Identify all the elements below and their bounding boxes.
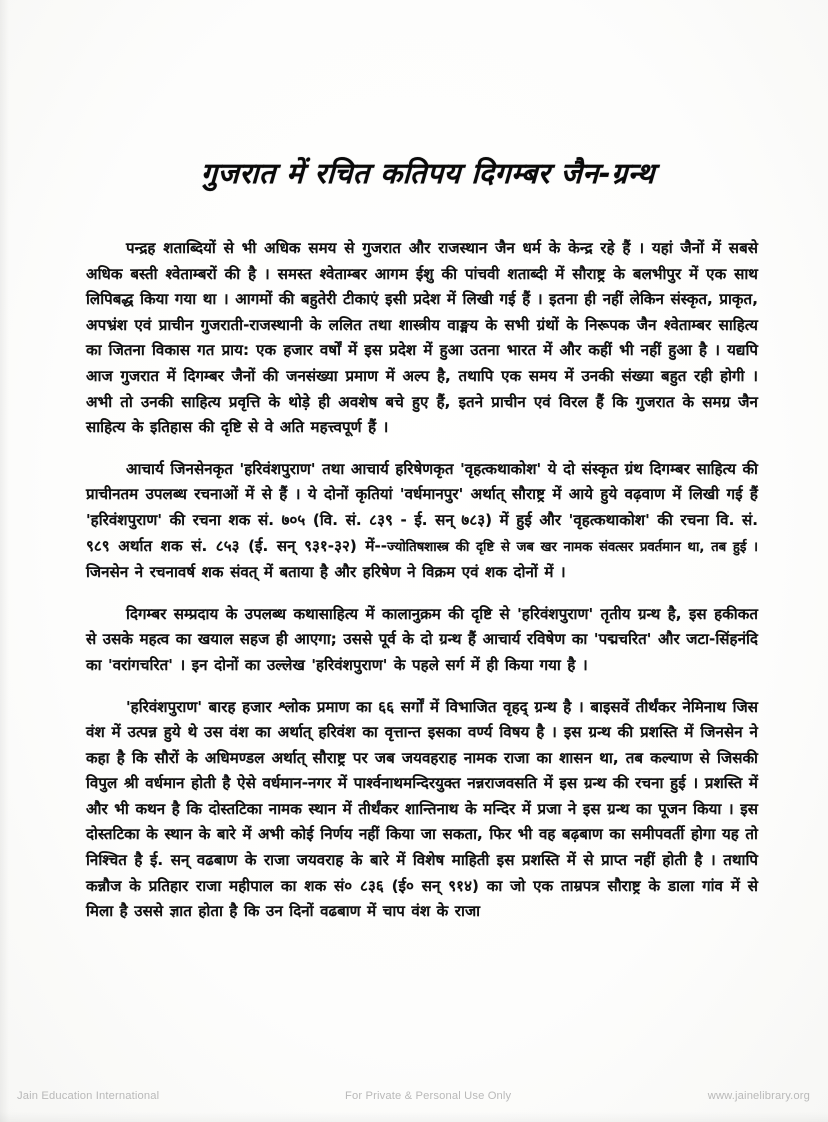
page-left-edge-shadow xyxy=(0,0,9,1122)
paragraph-2-text-before: आचार्य जिनसेनकृत 'हरिवंशपुराण' तथा आचार्य हरिषेणकृत 'वृहत्कथाकोश' ये दो संस्कृत ग्रंथ दिगम्बर साहित्य की प्राचीनतम उपलब्ध रचनाओं में से हैं । ये दोनों कृतियां 'वर्धमानपुर' अर्थात् सौराष्ट्र में आये हुये वढ़वाण में लिखी गई हैं 'हरिवंशपुराण' की रचना शक सं. ७०५ (वि. सं. ८३९ - ई. सन् ७८३) में हुई और 'वृहत्कथाकोश' की रचना वि. सं. ९८९ अर्थात शक सं. ८५३ (ई. सन् ९३१-३२) में-- xyxy=(86,459,758,555)
paragraph-1-text: पन्द्रह शताब्दियों से भी अधिक समय से गुजरात और राजस्थान जैन धर्म के केन्द्र रहे हैं । यहां जैनों में सबसे अधिक बस्ती श्वेताम्बरों की है । समस्त श्वेताम्बर आगम ईशु की पांचवी शताब्दी में सौराष्ट्र के बलभीपुर में एक साथ लिपिबद्ध किया गया था । आगमों की बहुतेरी टीकाएं इसी प्रदेश में लिखी गई हैं । इतना ही नहीं लेकिन संस्कृत, प्राकृत, अपभ्रंश एवं प्राचीन गुजराती-राजस्थानी के ललित तथा शास्त्रीय वाङ्मय के सभी ग्रंथों के निरूपक जैन श्वेताम्बर साहित्य का जितना विकास गत प्राय: एक हजार वर्षों में इस प्रदेश में हुआ उतना भारत में और कहीं भी नहीं हुआ है । यद्यपि आज गुजरात में दिगम्बर जैनों की जनसंख्या प्रमाण में अल्प है, तथापि एक समय में उनकी संख्या बहुत रही होगी । अभी तो उनकी साहित्य प्रवृत्ति के थोड़े ही अवशेष बचे हुए हैं, इतने प्राचीन एवं विरल हैं कि गुजरात के समग्र जैन साहित्य के इतिहास की दृष्टि से वे अति महत्त्वपूर्ण हैं । xyxy=(86,239,758,437)
paragraph-4 xyxy=(86,695,758,925)
body-text xyxy=(86,236,758,925)
footer-website-url: www.jainelibrary.org xyxy=(707,1090,810,1102)
paragraph-2-text-after: जिनसेन ने रचनावर्ष शक संवत् में बताया है और हरिषेण ने विक्रम एवं शक दोनों में । xyxy=(86,563,566,582)
page-content xyxy=(86,0,758,1122)
paragraph-3 xyxy=(86,602,758,679)
footer-left-attribution: Jain Education International xyxy=(17,1090,160,1102)
paragraph-2 xyxy=(86,457,758,586)
paragraph-3-text: दिगम्बर सम्प्रदाय के उपलब्ध कथासाहित्य में कालानुक्रम की दृष्टि से 'हरिवंशपुराण' तृतीय ग्रन्थ है, इस हकीकत से उसके महत्व का खयाल सहज ही आएगा; उससे पूर्व के दो ग्रन्थ हैं आचार्य रविषेण का 'पद्मचरित' और जटा-सिंहनंदि का 'वरांगचरित' । इन दोनों का उल्लेख 'हरिवंशपुराण' के पहले सर्ग में ही किया गया है । xyxy=(86,604,758,674)
paragraph-2-small-inserted-line: ज्योतिषशास्त्र की दृष्टि से जब खर नामक संवत्सर प्रवर्तमान था, तब हुई । xyxy=(387,539,758,555)
footer-usage-notice: For Private & Personal Use Only xyxy=(345,1090,512,1102)
page-footer xyxy=(0,1084,828,1108)
paragraph-4-text: 'हरिवंशपुराण' बारह हजार श्लोक प्रमाण का ६६ सर्गों में विभाजित वृहद् ग्रन्थ है । बाइसवें तीर्थंकर नेमिनाथ जिस वंश में उत्पन्न हुये थे उस वंश का अर्थात् हरिवंश का वृत्तान्त इसका वर्ण्य विषय है । इस ग्रन्थ की प्रशस्ति में जिनसेन ने कहा है कि सौरों के अधिमण्डल अर्थात् सौराष्ट्र पर जब जयवहराह नामक राजा का शासन था, तब कल्याण से जिसकी विपुल श्री वर्धमान होती है ऐसे वर्धमान-नगर में पार्श्वनाथमन्दिरयुक्त नन्नराजवसति में इस ग्रन्थ की रचना हुई । प्रशस्ति में और भी कथन है कि दोस्तटिका नामक स्थान में तीर्थंकर शान्तिनाथ के मन्दिर में प्रजा ने इस ग्रन्थ का पूजन किया । इस दोस्तटिका के स्थान के बारे में अभी कोई निर्णय नहीं किया जा सकता, फिर भी वह बढ़बाण का समीपवर्ती होगा यह तो निश्चित है ई. सन् वढबाण के राजा जयवराह के बारे में विशेष माहिती इस प्रशस्ति में से प्राप्त नहीं होती है । तथापि कन्नौज के प्रतिहार राजा महीपाल का शक सं० ८३६ (ई० सन् ९१४) का जो एक ताम्रपत्र सौराष्ट्र के डाला गांव में से मिला है उससे ज्ञात होता है कि उन दिनों वढबाण में चाप वंश के राजा xyxy=(86,697,758,921)
page-title: गुजरात में रचित कतिपय दिगम्बर जैन-ग्रन्थ xyxy=(200,157,656,190)
paragraph-1 xyxy=(86,236,758,441)
